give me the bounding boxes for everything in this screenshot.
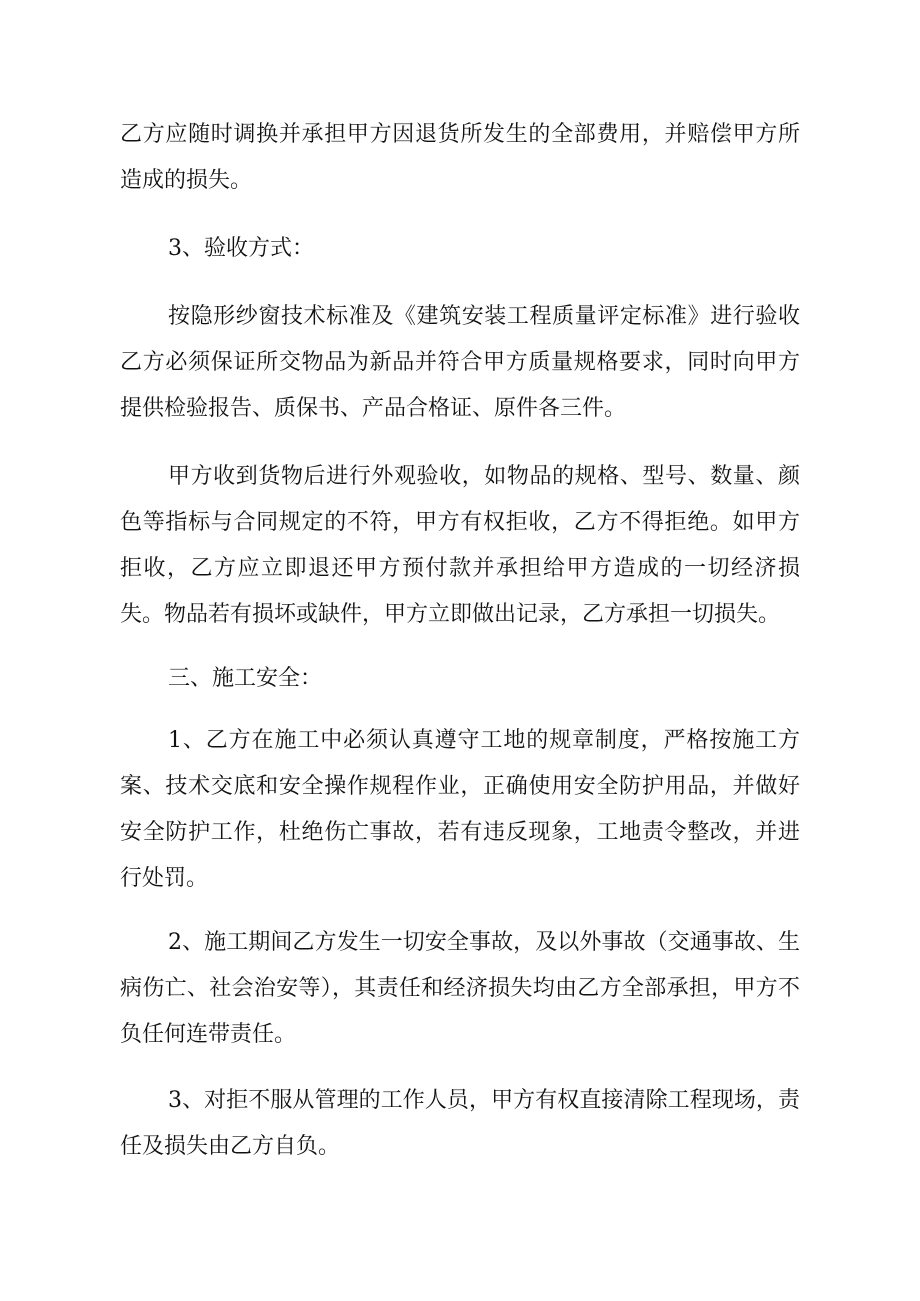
paragraph-accident-liability: 2、施工期间乙方发生一切安全事故，及以外事故（交通事故、生病伤亡、社会治安等），其责任和经济损失均由乙方全部承担，甲方不负任何连带责任。 xyxy=(120,930,800,1047)
paragraph-acceptance-standard: 按隐形纱窗技术标准及《建筑安装工程质量评定标准》进行验收乙方必须保证所交物品为新品并符合甲方质量规格要求，同时向甲方提供检验报告、质保书、产品合格证、原件各三件。 xyxy=(120,304,800,421)
heading-acceptance-method: 3、验收方式： xyxy=(168,236,314,261)
paragraph-appearance-inspection: 甲方收到货物后进行外观验收，如物品的规格、型号、数量、颜色等指标与合同规定的不符，甲方有权拒收，乙方不得拒绝。如甲方拒收，乙方应立即退还甲方预付款并承担给甲方造成的一切经济损失。物品若有损坏或缺件，甲方立即做出记录，乙方承担一切损失。 xyxy=(120,464,800,627)
paragraph-return-costs: 乙方应随时调换并承担甲方因退货所发生的全部费用，并赔偿甲方所造成的损失。 xyxy=(120,122,800,193)
paragraph-safety-rules: 1、乙方在施工中必须认真遵守工地的规章制度，严格按施工方案、技术交底和安全操作规程作业，正确使用安全防护用品，并做好安全防护工作，杜绝伤亡事故，若有违反现象，工地责令整改，并进行处罚。 xyxy=(120,728,800,891)
heading-construction-safety: 三、施工安全： xyxy=(168,666,323,691)
paragraph-noncompliant-workers: 3、对拒不服从管理的工作人员，甲方有权直接清除工程现场，责任及损失由乙方自负。 xyxy=(120,1088,800,1159)
